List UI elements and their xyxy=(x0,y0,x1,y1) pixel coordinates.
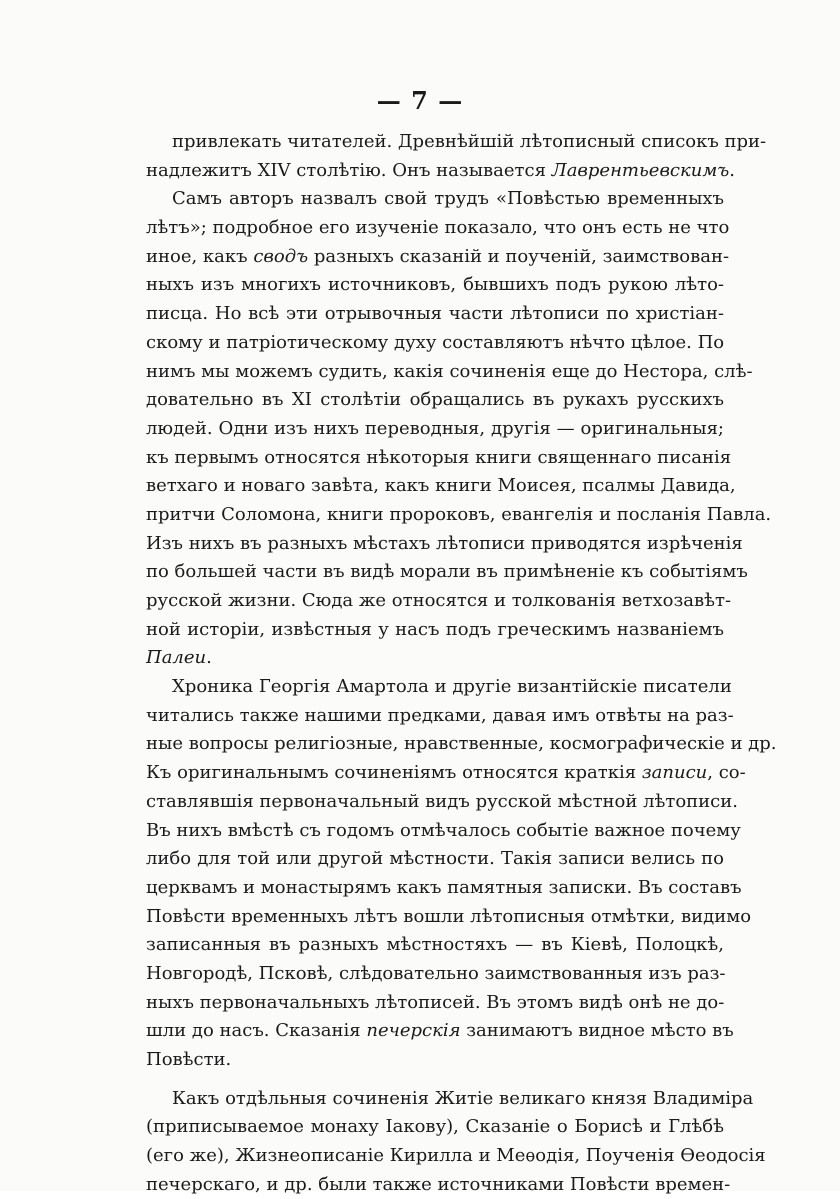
text-line: печерскаго, и др. были также источниками Повѣсти времен- xyxy=(146,1173,731,1195)
text-line: Палеи. xyxy=(146,647,212,669)
text-line: ставлявшія первоначальный видъ русской мѣстной лѣтописи. xyxy=(146,790,738,812)
text-line: ныхъ изъ многихъ источниковъ, бывшихъ подъ рукою лѣто- xyxy=(146,274,724,296)
text-line: иное, какъ сводъ разныхъ сказаній и поученій, заимствован- xyxy=(146,245,730,267)
italic-term: печерскія xyxy=(366,1020,461,1042)
paragraph xyxy=(146,673,777,1075)
text-line: записанныя въ разныхъ мѣстностяхъ — въ Кіевѣ, Полоцкѣ, xyxy=(146,934,724,956)
text-line: надлежитъ XIV столѣтію. Онъ называется Лаврентьевскимъ. xyxy=(146,159,736,181)
italic-term: Палеи xyxy=(146,647,207,669)
italic-term: записи xyxy=(641,762,708,784)
text-line: къ первымъ относятся нѣкоторыя книги священнаго писанія xyxy=(146,446,732,468)
text-line: по большей части въ видѣ морали въ примѣненіе къ событіямъ xyxy=(146,561,748,583)
paragraph xyxy=(146,1085,766,1199)
text-line: ной исторіи, извѣстныя у насъ подъ греческимъ названіемъ xyxy=(146,618,724,640)
paragraph xyxy=(146,185,772,673)
text-line: читались также нашими предками, давая имъ отвѣты на раз- xyxy=(146,704,734,726)
text-line: писца. Но всѣ эти отрывочныя части лѣтописи по христіан- xyxy=(146,303,724,325)
text-line: шли до насъ. Сказанія печерскія занимаютъ видное мѣсто въ xyxy=(146,1020,734,1042)
text-line: Новгородѣ, Псковѣ, слѣдовательно заимствованныя изъ раз- xyxy=(146,962,726,984)
text-line: Изъ нихъ въ разныхъ мѣстахъ лѣтописи приводятся изрѣченія xyxy=(146,532,743,554)
text-line: (приписываемое монаху Іакову), Сказаніе о Борисѣ и Глѣбѣ xyxy=(146,1116,724,1138)
text-line: Повѣсти. xyxy=(146,1049,232,1070)
text-line: Къ оригинальнымъ сочиненіямъ относятся краткія записи, со- xyxy=(146,762,746,784)
text-line: ветхаго и новаго завѣта, какъ книги Моисея, псалмы Давида, xyxy=(146,475,736,497)
text-line: довательно въ XI столѣтіи обращались въ рукахъ русскихъ xyxy=(146,389,724,411)
text-line: ные вопросы религіозные, нравственные, космографическіе и др. xyxy=(146,733,777,755)
text-line: притчи Соломона, книги пророковъ, евангелія и посланія Павла. xyxy=(146,503,772,525)
text-line: Какъ отдѣльныя сочиненія Житіе великаго князя Владиміра xyxy=(172,1087,754,1109)
text-line: Повѣсти временныхъ лѣтъ вошли лѣтописныя отмѣтки, видимо xyxy=(146,905,752,927)
text-line: Самъ авторъ назвалъ свой трудъ «Повѣстью временныхъ xyxy=(172,188,724,210)
paragraph xyxy=(146,128,767,185)
italic-term: сводъ xyxy=(253,245,309,267)
text-line: Въ нихъ вмѣстѣ съ годомъ отмѣчалось событіе важное почему xyxy=(146,819,741,841)
text-body xyxy=(146,128,777,1199)
text-line: нимъ мы можемъ судить, какія сочиненія еще до Нестора, слѣ- xyxy=(146,360,753,382)
text-line: либо для той или другой мѣстности. Такія записи велись по xyxy=(146,848,724,870)
text-line: лѣтъ»; подробное его изученіе показало, что онъ есть не что xyxy=(146,217,730,239)
text-line: ныхъ первоначальныхъ лѣтописей. Въ этомъ видѣ онѣ не до- xyxy=(146,991,725,1013)
text-line: привлекать читателей. Древнѣйшій лѣтописный списокъ при- xyxy=(172,131,767,152)
text-line: (его же), Жизнеописаніе Кирилла и Меѳодія, Поученія Ѳеодосія xyxy=(146,1145,766,1167)
italic-term: Лаврентьевскимъ xyxy=(551,159,730,181)
text-line: скому и патріотическому духу составляютъ нѣчто цѣлое. По xyxy=(146,331,725,353)
page-number: — 7 — xyxy=(376,86,464,115)
text-line: русской жизни. Сюда же относятся и толкованія ветхозавѣт- xyxy=(146,590,732,611)
text-line: Хроника Георгія Амартола и другіе византійскіе писатели xyxy=(172,676,732,698)
text-line: людей. Одни изъ нихъ переводныя, другія — оригинальныя; xyxy=(146,417,724,439)
text-line: церквамъ и монастырямъ какъ памятныя записки. Въ составъ xyxy=(146,876,742,898)
